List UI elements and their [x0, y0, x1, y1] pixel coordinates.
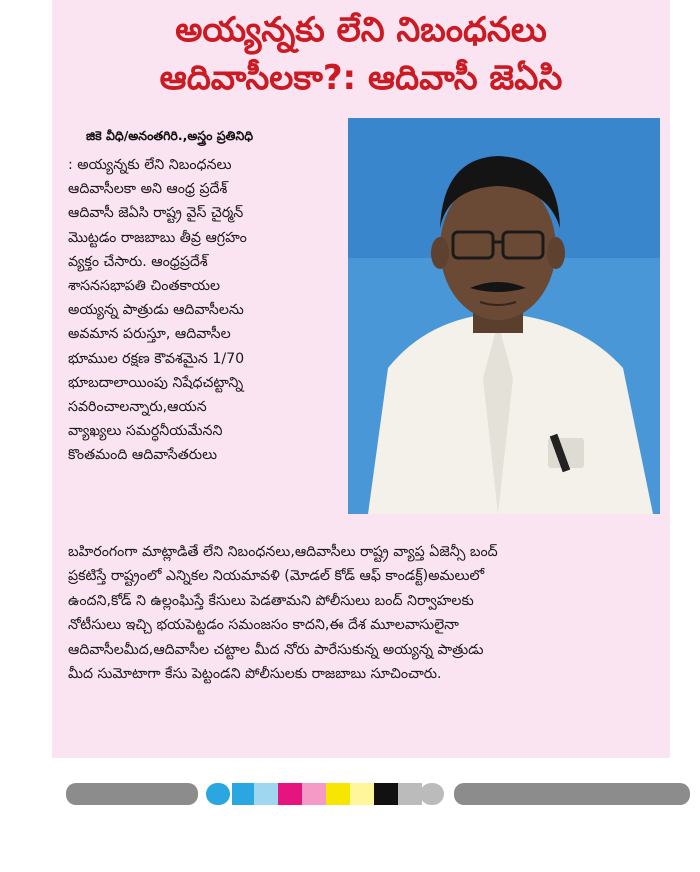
full-text-line: నోటీసులు ఇచ్చి భయపెట్టడం సమంజసం కాదని,ఈ దేశ మూలవాసులైనా	[68, 617, 459, 634]
color-bar-black	[374, 783, 398, 805]
article-full-width-text	[68, 540, 658, 686]
column-text-line: వ్యక్తం చేసారు. ఆంధ్రప్రదేశ్	[68, 253, 208, 270]
full-text-line: ప్రకటిస్తే రాష్ట్రంలో ఎన్నికల నియమావళి (మోడల్ కోడ్ ఆఫ్ కాండక్ట్)అమలులో	[68, 568, 485, 585]
color-bar-grey-right	[454, 783, 690, 805]
full-text-line: బహిరంగంగా మాట్లాడితే లేని నిబంధనలు,ఆదివాసీలు రాష్ట్ర వ్యాప్త ఏజెన్సీ బంద్	[68, 544, 498, 560]
column-text-line: శాసనసభాపతి చింతకాయల	[68, 277, 221, 294]
column-text-line: భూబదాలాయింపు నిషేధచట్టాన్ని	[68, 374, 244, 391]
full-text-line: ఆదివాసీలమీద,ఆదివాసీల చట్టాల మీద నోరు పారేసుకున్న అయ్యన్న పాత్రుడు	[68, 641, 484, 658]
color-bar-yellow	[326, 783, 350, 805]
color-bar-cyan-dot	[206, 783, 230, 805]
color-bar-light-grey	[398, 783, 422, 805]
full-text-line: మీద సుమోటాగా కేసు పెట్టండని పోలీసులకు రాజబాబు సూచించారు.	[68, 665, 442, 682]
column-text-line: భూముల రక్షణ కౌవశమైన 1/70	[68, 350, 245, 367]
column-text-line: మొట్టడం రాజబాబు తీవ్ర ఆగ్రహం	[68, 229, 247, 246]
print-color-bar	[62, 781, 694, 807]
color-bar-cyan	[232, 783, 254, 805]
full-text-line: ఉందని,కోడ్ ని ఉల్లంఘిస్తే కేసులు పెడతామని పోలీసులు బంద్ నిర్వాహలకు	[68, 592, 474, 609]
column-text-line: : అయ్యన్నకు లేని నిబంధనలు	[68, 157, 232, 173]
color-bar-light-magenta	[302, 783, 326, 805]
headline-line-2: ఆదివాసీలకా?: ఆదివాసీ జెఏసి	[159, 58, 563, 98]
color-bar-light-yellow	[350, 783, 374, 805]
headline-line-1: అయ్యన్నకు లేని నిబంధనలు	[175, 10, 547, 50]
portrait-illustration	[348, 118, 660, 514]
article-byline: జికె వీధి/అనంతగిరి.,అస్త్రం ప్రతినిధి	[86, 128, 254, 143]
column-text-line: వ్యాఖ్యలు సమర్ధనీయమేనని	[68, 423, 223, 440]
color-bar-magenta	[278, 783, 302, 805]
color-bar-light-cyan	[254, 783, 278, 805]
column-text-line: సవరించాలన్నారు,ఆయన	[68, 398, 207, 415]
color-bar-grey-dot	[420, 783, 444, 805]
column-text-line: అయ్యన్న పాత్రుడు ఆదివాసీలను	[68, 302, 244, 319]
portrait-photo	[348, 118, 660, 514]
color-bar-grey-left	[66, 783, 198, 805]
column-text-line: ఆదివాసీ జెఏసి రాష్ట్ర వైస్ చైర్మన్	[68, 205, 244, 222]
column-text-line: అవమాన పరుస్తూ, ఆదివాసీల	[68, 326, 231, 343]
column-text-line: ఆదివాసీలకా అని ఆంధ్ర ప్రదేశ్	[68, 181, 228, 198]
article-column-text	[68, 153, 340, 467]
article-headline	[52, 6, 670, 102]
column-text-line: కొంతమంది ఆదివాసేతరులు	[68, 447, 218, 464]
